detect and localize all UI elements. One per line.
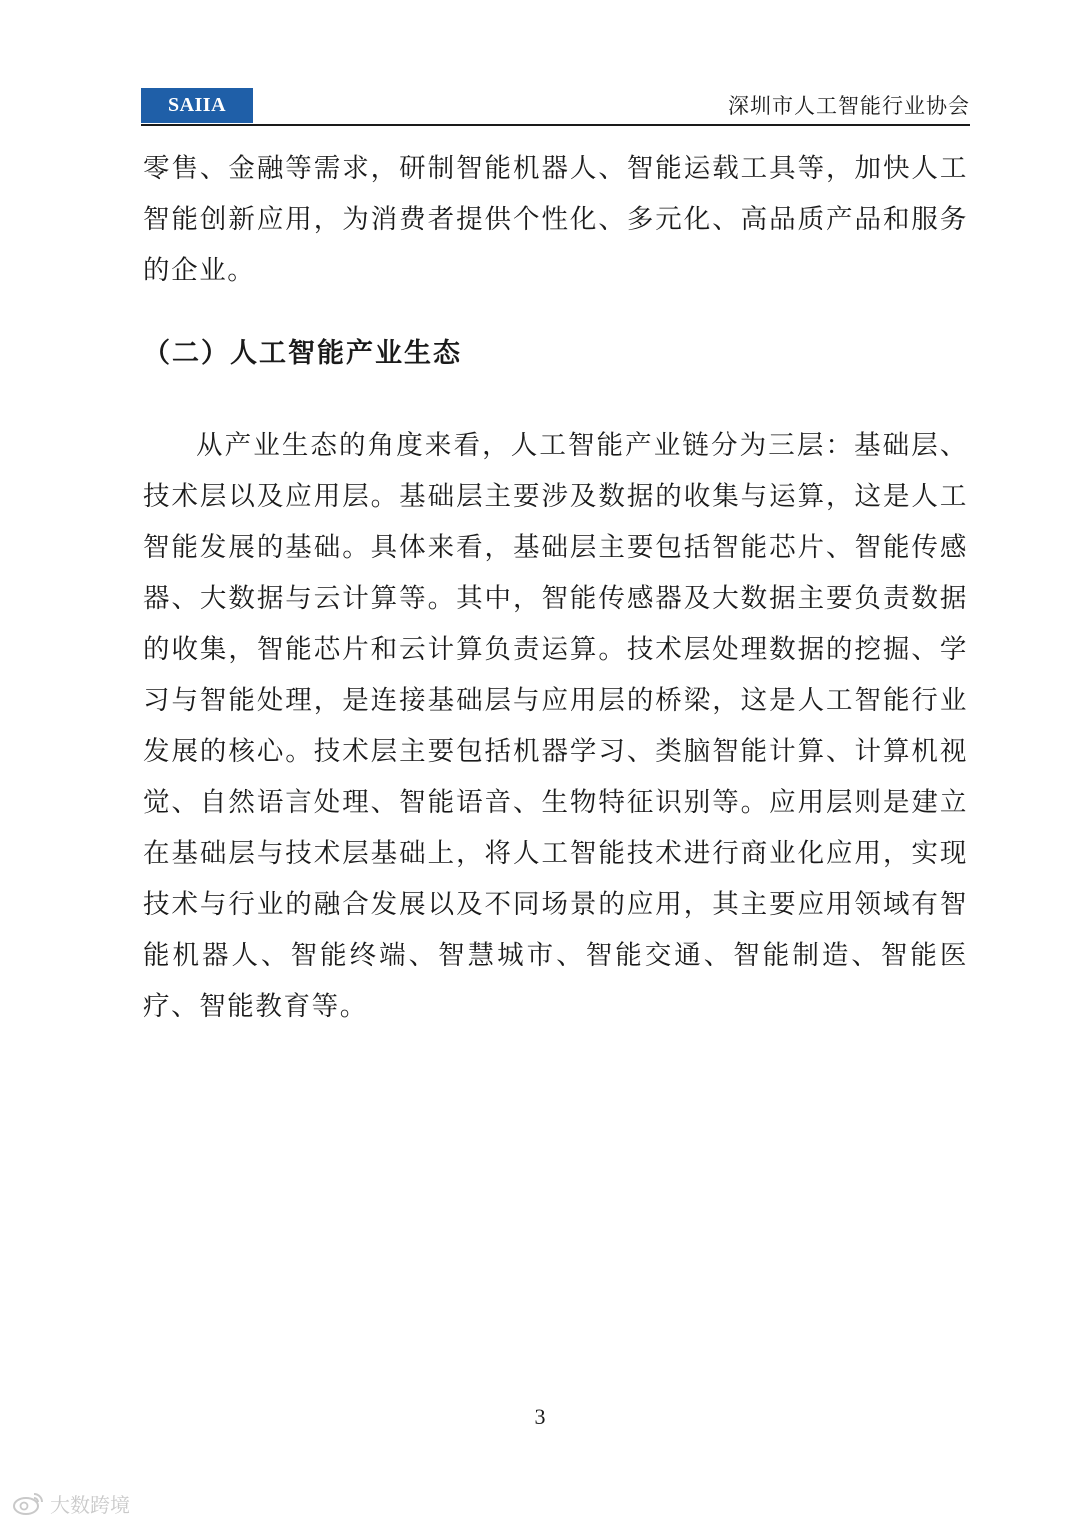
intro-paragraph: 零售、金融等需求，研制智能机器人、智能运载工具等，加快人工智能创新应用，为消费者提供个性化、多元化、高品质产品和服务的企业。 (143, 153, 968, 286)
section-heading: （二）人工智能产业生态 (143, 338, 462, 369)
watermark (12, 1487, 130, 1519)
saiia-logo: SAIIA (141, 88, 253, 123)
weibo-icon (12, 1490, 46, 1516)
page-number: 3 (534, 1404, 546, 1429)
watermark-text: 大数跨境 (50, 1492, 130, 1517)
section-paragraph: 从产业生态的角度来看，人工智能产业链分为三层：基础层、技术层以及应用层。基础层主要涉及数据的收集与运算，这是人工智能发展的基础。具体来看，基础层主要包括智能芯片、智能传感器、大数据与云计算等。其中，智能传感器及大数据主要负责数据的收集，智能芯片和云计算负责运算。技术层处理数据的挖掘、学习与智能处理，是连接基础层与应用层的桥梁，这是人工智能行业发展的核心。技术层主要包括机器学习、类脑智能计算、计算机视觉、自然语言处理、智能语音、生物特征识别等。应用层则是建立在基础层与技术层基础上，将人工智能技术进行商业化应用，实现技术与行业的融合发展以及不同场景的应用，其主要应用领域有智能机器人、智能终端、智慧城市、智能交通、智能制造、智能医疗、智能教育等。 (143, 430, 968, 1022)
header-divider (141, 124, 970, 126)
page-content (143, 143, 968, 1032)
organization-name: 深圳市人工智能行业协会 (728, 94, 970, 118)
page-header (141, 88, 970, 126)
